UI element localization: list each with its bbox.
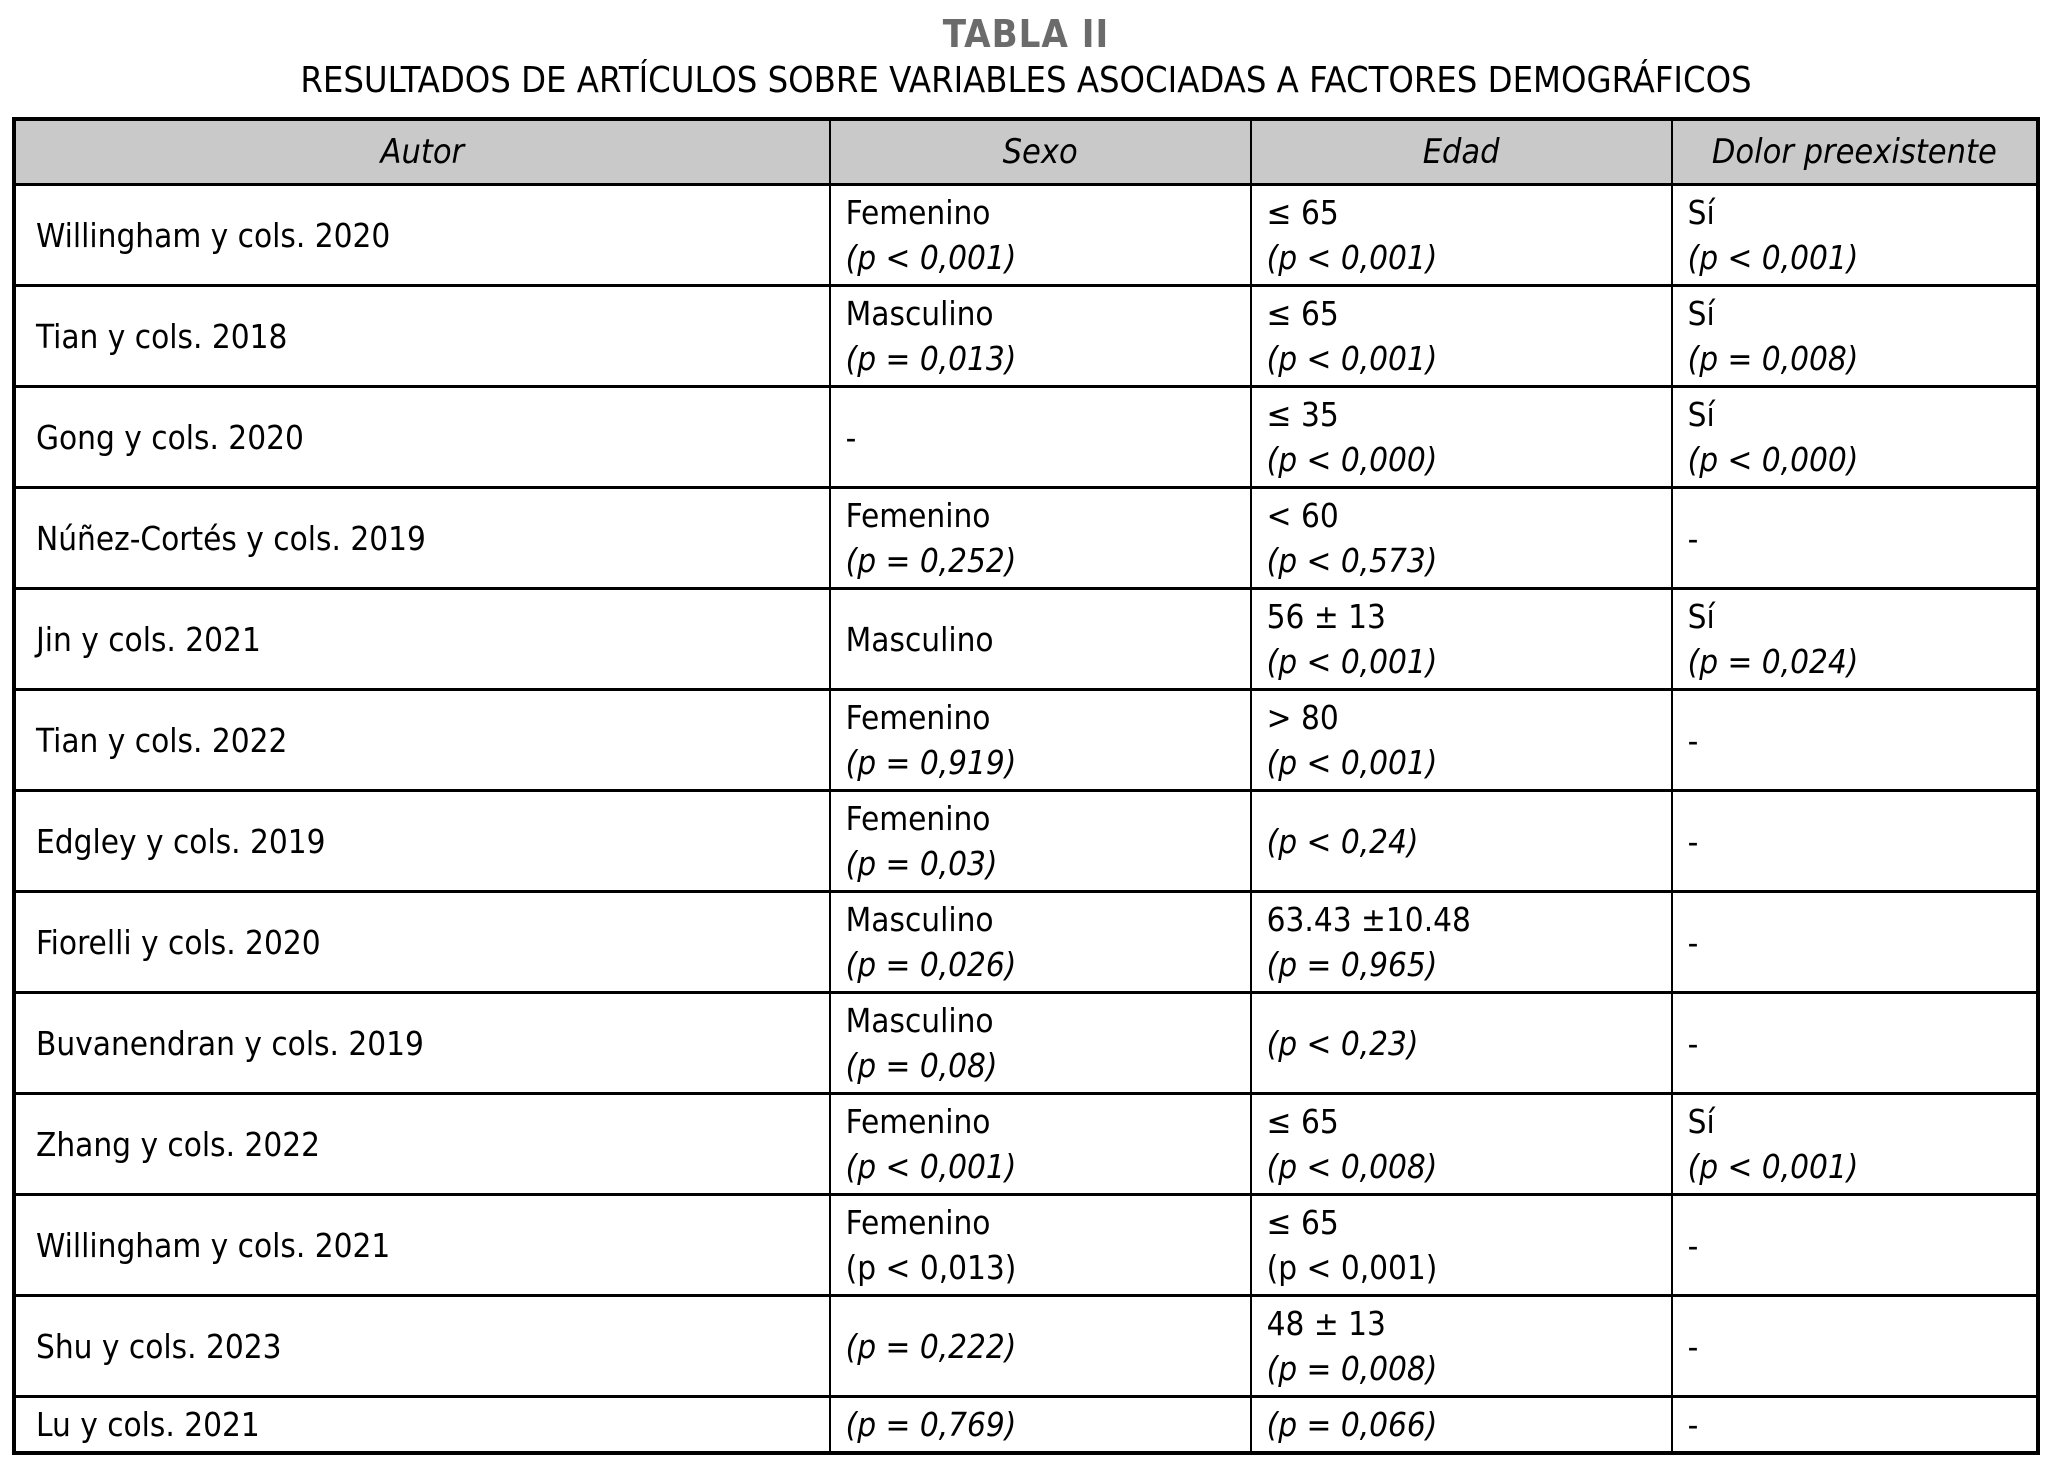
sexo-pvalue: (p < 0,001): [845, 238, 1017, 277]
cell-autor: [14, 589, 830, 690]
column-header-edad: Edad: [1251, 119, 1672, 185]
cell-edad: [1251, 286, 1672, 387]
edad-value: < 60: [1266, 496, 1339, 535]
cell-autor: [14, 185, 830, 286]
dolor-value: Sí: [1687, 294, 1715, 333]
sexo-pvalue: (p = 0,222): [845, 1326, 1017, 1366]
cell-edad: [1251, 387, 1672, 488]
dolor-value: -: [1687, 922, 1699, 962]
edad-pvalue: (p < 0,001): [1266, 238, 1438, 277]
cell-dolor: [1672, 993, 2038, 1094]
cell-autor: [14, 1397, 830, 1454]
sexo-value: Femenino: [845, 1102, 991, 1141]
dolor-pvalue: (p = 0,024): [1687, 642, 1859, 681]
table-body: [14, 185, 2038, 1454]
edad-pvalue: (p < 0,001): [1266, 339, 1438, 378]
autor-text: Edgley y cols. 2019: [36, 821, 326, 861]
cell-edad: [1251, 1094, 1672, 1195]
sexo-pvalue: (p = 0,013): [845, 339, 1017, 378]
cell-sexo: [830, 488, 1251, 589]
dolor-pvalue: (p < 0,000): [1687, 440, 1859, 479]
cell-edad: [1251, 892, 1672, 993]
dolor-pvalue: (p < 0,001): [1687, 238, 1859, 277]
sexo-value: -: [845, 417, 857, 457]
autor-text: Núñez-Cortés y cols. 2019: [36, 518, 426, 558]
edad-pvalue: (p = 0,008): [1266, 1349, 1438, 1388]
edad-value: ≤ 65: [1266, 193, 1339, 232]
cell-edad: [1251, 993, 1672, 1094]
edad-pvalue: (p < 0,000): [1266, 440, 1438, 479]
cell-sexo: [830, 286, 1251, 387]
cell-dolor: [1672, 387, 2038, 488]
table-row: [14, 1094, 2038, 1195]
cell-sexo: [830, 589, 1251, 690]
cell-autor: [14, 387, 830, 488]
cell-edad: [1251, 488, 1672, 589]
table-header: [14, 119, 2038, 185]
edad-value: ≤ 65: [1266, 1203, 1339, 1242]
page-title: TABLA II: [942, 12, 1110, 56]
cell-dolor: [1672, 589, 2038, 690]
edad-pvalue: (p < 0,23): [1266, 1023, 1419, 1063]
results-table: [12, 117, 2040, 1455]
cell-autor: [14, 286, 830, 387]
cell-edad: [1251, 1397, 1672, 1454]
cell-autor: [14, 488, 830, 589]
cell-sexo: [830, 1195, 1251, 1296]
cell-edad: [1251, 791, 1672, 892]
dolor-value: -: [1687, 1225, 1699, 1265]
cell-autor: [14, 1195, 830, 1296]
edad-pvalue: (p < 0,24): [1266, 821, 1419, 861]
edad-pvalue: (p < 0,001): [1266, 642, 1438, 681]
sexo-pvalue: (p = 0,252): [845, 541, 1017, 580]
edad-pvalue: (p < 0,001): [1266, 1248, 1438, 1287]
edad-pvalue: (p < 0,001): [1266, 743, 1438, 782]
sexo-pvalue: (p = 0,026): [845, 945, 1017, 984]
autor-text: Shu y cols. 2023: [36, 1326, 282, 1366]
cell-dolor: [1672, 286, 2038, 387]
cell-sexo: [830, 892, 1251, 993]
dolor-pvalue: (p < 0,001): [1687, 1147, 1859, 1186]
autor-text: Willingham y cols. 2021: [36, 1225, 391, 1265]
cell-sexo: [830, 993, 1251, 1094]
table-row: [14, 387, 2038, 488]
autor-text: Tian y cols. 2018: [36, 316, 288, 356]
table-row: [14, 286, 2038, 387]
column-header-sexo: Sexo: [830, 119, 1251, 185]
cell-sexo: [830, 1296, 1251, 1397]
autor-text: Tian y cols. 2022: [36, 720, 288, 760]
autor-text: Lu y cols. 2021: [36, 1405, 260, 1444]
autor-text: Buvanendran y cols. 2019: [36, 1023, 424, 1063]
edad-pvalue: (p < 0,573): [1266, 541, 1438, 580]
table-row: [14, 791, 2038, 892]
table-row: [14, 993, 2038, 1094]
dolor-value: -: [1687, 1023, 1699, 1063]
sexo-value: Masculino: [845, 1001, 994, 1040]
dolor-value: Sí: [1687, 1102, 1715, 1141]
sexo-value: Masculino: [845, 900, 994, 939]
sexo-value: Femenino: [845, 698, 991, 737]
edad-value: ≤ 35: [1266, 395, 1339, 434]
column-header-dolor-preexistente: Dolor preexistente: [1672, 119, 2038, 185]
cell-dolor: [1672, 488, 2038, 589]
table-row: [14, 488, 2038, 589]
sexo-pvalue: (p = 0,769): [845, 1405, 1017, 1444]
autor-text: Gong y cols. 2020: [36, 417, 304, 457]
edad-value: ≤ 65: [1266, 1102, 1339, 1141]
edad-value: 56 ± 13: [1266, 597, 1386, 636]
sexo-value: Masculino: [845, 619, 994, 659]
edad-pvalue: (p = 0,066): [1266, 1405, 1438, 1444]
cell-dolor: [1672, 1195, 2038, 1296]
page-subtitle: RESULTADOS DE ARTÍCULOS SOBRE VARIABLES ASOCIADAS A FACTORES DEMOGRÁFICOS: [300, 60, 1752, 101]
cell-edad: [1251, 1195, 1672, 1296]
table-row: [14, 892, 2038, 993]
dolor-value: -: [1687, 1326, 1699, 1366]
edad-pvalue: (p < 0,008): [1266, 1147, 1438, 1186]
sexo-pvalue: (p = 0,08): [845, 1046, 998, 1085]
cell-dolor: [1672, 1094, 2038, 1195]
edad-value: ≤ 65: [1266, 294, 1339, 333]
cell-autor: [14, 1094, 830, 1195]
edad-value: > 80: [1266, 698, 1339, 737]
sexo-value: Femenino: [845, 1203, 991, 1242]
column-header-autor: Autor: [14, 119, 830, 185]
autor-text: Jin y cols. 2021: [36, 619, 261, 659]
dolor-value: Sí: [1687, 597, 1715, 636]
autor-text: Fiorelli y cols. 2020: [36, 922, 321, 962]
cell-edad: [1251, 1296, 1672, 1397]
dolor-value: -: [1687, 1405, 1699, 1444]
cell-autor: [14, 791, 830, 892]
dolor-value: -: [1687, 821, 1699, 861]
header-row: [14, 119, 2038, 185]
cell-autor: [14, 993, 830, 1094]
cell-sexo: [830, 791, 1251, 892]
edad-value: 48 ± 13: [1266, 1304, 1386, 1343]
cell-autor: [14, 1296, 830, 1397]
cell-dolor: [1672, 1397, 2038, 1454]
dolor-value: Sí: [1687, 395, 1715, 434]
cell-dolor: [1672, 1296, 2038, 1397]
sexo-pvalue: (p = 0,03): [845, 844, 998, 883]
cell-sexo: [830, 185, 1251, 286]
sexo-value: Femenino: [845, 193, 991, 232]
sexo-value: Masculino: [845, 294, 994, 333]
cell-dolor: [1672, 892, 2038, 993]
cell-sexo: [830, 690, 1251, 791]
cell-dolor: [1672, 690, 2038, 791]
dolor-value: -: [1687, 518, 1699, 558]
dolor-value: Sí: [1687, 193, 1715, 232]
dolor-value: -: [1687, 720, 1699, 760]
table-row: [14, 185, 2038, 286]
sexo-value: Femenino: [845, 496, 991, 535]
sexo-pvalue: (p < 0,001): [845, 1147, 1017, 1186]
edad-pvalue: (p = 0,965): [1266, 945, 1438, 984]
cell-edad: [1251, 589, 1672, 690]
sexo-pvalue: (p = 0,919): [845, 743, 1017, 782]
cell-autor: [14, 892, 830, 993]
cell-edad: [1251, 185, 1672, 286]
sexo-pvalue: (p < 0,013): [845, 1248, 1017, 1287]
table-row: [14, 1195, 2038, 1296]
cell-sexo: [830, 387, 1251, 488]
table-row: [14, 690, 2038, 791]
cell-sexo: [830, 1397, 1251, 1454]
autor-text: Willingham y cols. 2020: [36, 215, 391, 255]
cell-edad: [1251, 690, 1672, 791]
cell-autor: [14, 690, 830, 791]
edad-value: 63.43 ±10.48: [1266, 900, 1471, 939]
table-row: [14, 1296, 2038, 1397]
cell-dolor: [1672, 791, 2038, 892]
table-row: [14, 589, 2038, 690]
cell-dolor: [1672, 185, 2038, 286]
autor-text: Zhang y cols. 2022: [36, 1124, 321, 1164]
cell-sexo: [830, 1094, 1251, 1195]
table-row: [14, 1397, 2038, 1454]
sexo-value: Femenino: [845, 799, 991, 838]
dolor-pvalue: (p = 0,008): [1687, 339, 1859, 378]
